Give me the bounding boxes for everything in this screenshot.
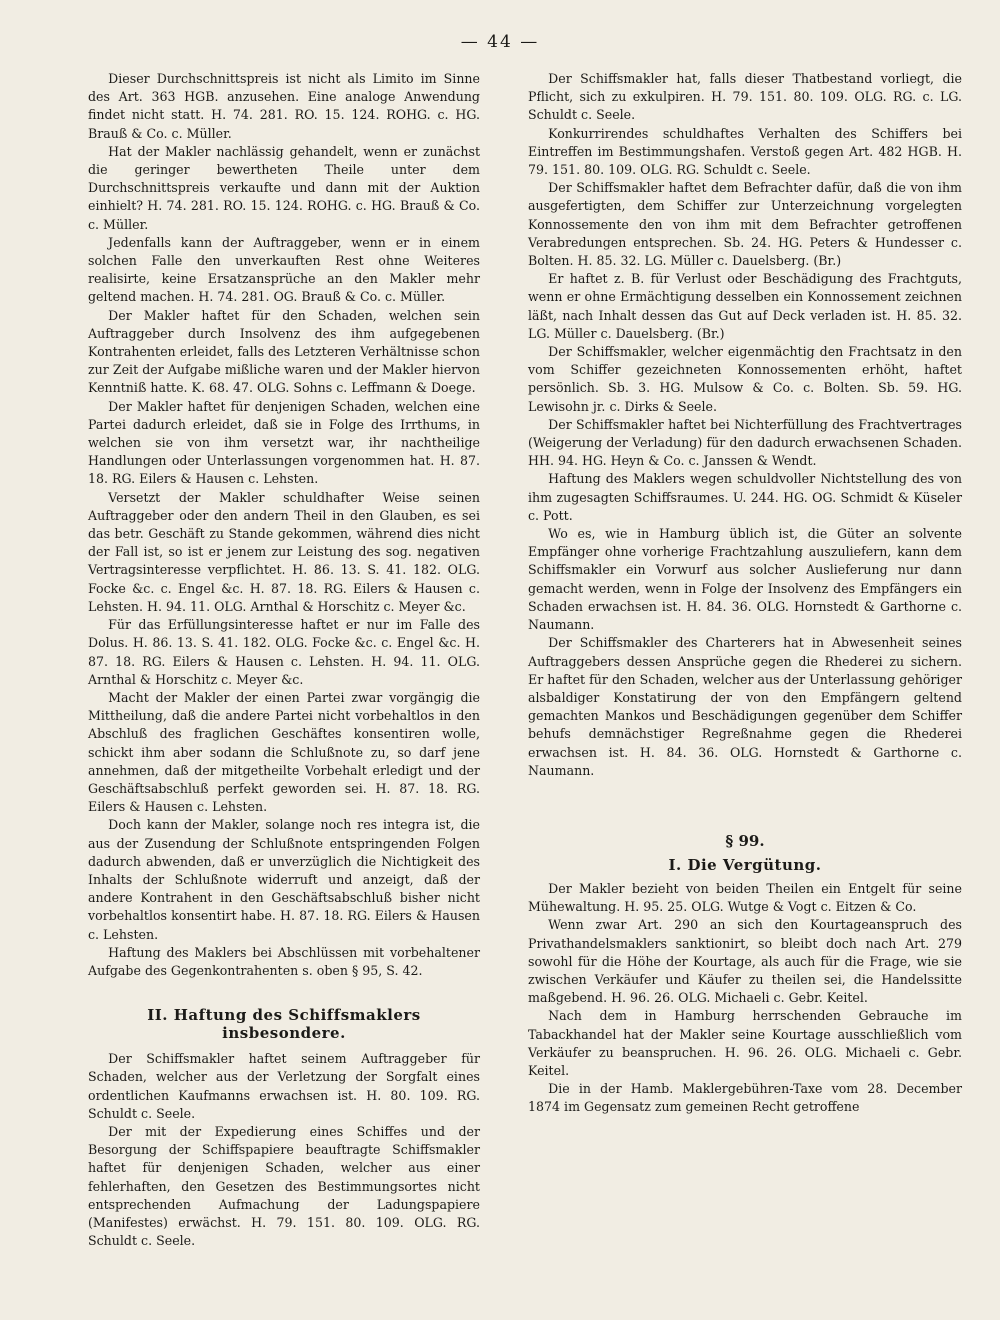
paragraph: Der Schiffsmakler des Charterers hat in Abwesenheit seines Auftraggebers dessen Ansprüche gegen die Rhederei zu sichern. Er haftet für den Schaden, welcher aus der Unterlassung gehöriger alsbaldiger Konstatirung der von den Empfängern geltend gemachten Mankos und Beschädigungen gegenüber dem Schiffer behufs demnächstiger Regreßnahme gegen die Rhederei erwachsen ist. H. 84. 36. OLG. Hornstedt & Garthorne c. Naumann. xyxy=(528,635,962,778)
right-column xyxy=(528,70,962,1117)
paragraph: Für das Erfüllungsinteresse haftet er nur im Falle des Dolus. H. 86. 13. S. 41. 182. OLG. Focke &c. c. Engel &c. H. 87. 18. RG. Eilers & Hausen c. Lehsten. H. 94. 11. OLG. Arnthal & Horschitz c. Meyer &c. xyxy=(88,617,480,687)
paragraph: Jedenfalls kann der Auftraggeber, wenn er in einem solchen Falle den unverkauften Rest ohne Weiteres realisirte, keine Ersatzansprüche an den Makler mehr geltend machen. H. 74. 281. OG. Brauß & Co. c. Müller. xyxy=(88,234,480,305)
paragraph: Doch kann der Makler, solange noch res integra ist, die aus der Zusendung der Schlußnote entspringenden Folgen dadurch abwenden, daß er unverzüglich die Nichtigkeit des Inhalts der Schlußnote widerruft und anzeigt, daß der andere Kontrahent in den Geschäftsabschluß bisher nicht vorbehaltlos konsentirt habe. H. 87. 18. RG. Eilers & Hausen c. Lehsten. xyxy=(88,817,480,942)
paragraph: Nach dem in Hamburg herrschenden Gebrauche im Tabackhandel hat der Makler seine Kourtage ausschließlich vom Verkäufer zu beanspruchen. H. 96. 26. OLG. Michaeli c. Gebr. Keitel. xyxy=(528,1008,962,1078)
paragraph: Dieser Durchschnittspreis ist nicht als Limito im Sinne des Art. 363 HGB. anzusehen. Eine analoge Anwendung findet nicht statt. H. 74. 281. RO. 15. 124. ROHG. c. HG. Brauß & Co. c. Müller. xyxy=(88,71,480,141)
paragraph: Der Makler haftet für den Schaden, welchen sein Auftraggeber durch Insolvenz des ihm aufgegebenen Kontrahenten erleidet, falls des Letzteren Verhältnisse schon zur Zeit der Aufgabe mißliche waren und der Makler hiervon Kenntniß hatte. K. 68. 47. OLG. Sohns c. Leffmann & Doege. xyxy=(88,307,480,396)
paragraph: Der mit der Expedierung eines Schiffes und der Besorgung der Schiffspapiere beauftragte Schiffsmakler haftet für denjenigen Schaden, welcher aus einer fehlerhaften, den Gesetzen des Bestimmungsortes nicht entsprechenden Aufmachung der Ladungspapiere (Manifestes) erwächst. H. 79. 151. 80. 109. OLG. RG. Schuldt c. Seele. xyxy=(88,1123,480,1249)
paragraph: Die in der Hamb. Maklergebühren-Taxe vom 28. December 1874 im Gegensatz zum gemeinen Recht getroffene xyxy=(528,1081,962,1115)
paragraph: Der Schiffsmakler haftet seinem Auftraggeber für Schaden, welcher aus der Verletzung der Sorgfalt eines ordentlichen Kaufmanns erwachsen ist. H. 80. 109. RG. Schuldt c. Seele. xyxy=(88,1051,480,1121)
section-number: § 99. xyxy=(725,831,765,850)
page-number: — 44 — xyxy=(460,32,540,52)
subsection-heading: I. Die Vergütung. xyxy=(668,855,822,874)
paragraph: Der Schiffsmakler haftet dem Befrachter dafür, daß die von ihm ausgefertigten, dem Schiffer zur Unterzeichnung vorgelegten Konnossemente den von ihm mit dem Befrachter getroffenen Verabredungen entsprechen. Sb. 24. HG. Peters & Hundesser c. Bolten. H. 85. 32. LG. Müller c. Dauelsberg. (Br.) xyxy=(528,180,962,269)
paragraph: Haftung des Maklers bei Abschlüssen mit vorbehaltener Aufgabe des Gegenkontrahenten s. oben § 95, S. 42. xyxy=(88,944,480,978)
paragraph: Der Schiffsmakler haftet bei Nichterfüllung des Frachtvertrages (Weigerung der Verladung) für den dadurch erwachsenen Schaden. HH. 94. HG. Heyn & Co. c. Janssen & Wendt. xyxy=(528,416,962,469)
paragraph: Der Makler bezieht von beiden Theilen ein Entgelt für seine Mühewaltung. H. 95. 25. OLG. Wutge & Vogt c. Eitzen & Co. xyxy=(528,880,962,915)
paragraph: Haftung des Maklers wegen schuldvoller Nichtstellung des von ihm zugesagten Schiffsraumes. U. 244. HG. OG. Schmidt & Küseler c. Pott. xyxy=(528,471,962,523)
paragraph: Macht der Makler der einen Partei zwar vorgängig die Mittheilung, daß die andere Partei nicht vorbehaltlos in den Abschluß des fraglichen Geschäftes konsentiren wolle, schickt ihm aber sodann die Schlußnote zu, so darf jene annehmen, daß der mitgetheilte Vorbehalt erledigt und der Geschäftsabschluß perfekt geworden sei. H. 87. 18. RG. Eilers & Hausen c. Lehsten. xyxy=(88,689,480,815)
left-column xyxy=(88,70,480,1250)
paragraph: Der Makler haftet für denjenigen Schaden, welchen eine Partei dadurch erleidet, daß sie in Folge des Irrthums, in welchen sie von ihm versetzt war, ihr nachtheilige Handlungen oder Unterlassungen vorgenommen hat. H. 87. 18. RG. Eilers & Hausen c. Lehsten. xyxy=(88,398,480,487)
section-heading: II. Haftung des Schiffsmaklers insbesondere. xyxy=(147,1006,421,1043)
paragraph: Wo es, wie in Hamburg üblich ist, die Güter an solvente Empfänger ohne vorherige Frachtzahlung auszuliefern, kann dem Schiffsmakler ein Vorwurf aus solcher Auslieferung nur dann gemacht werden, wenn in Folge der Insolvenz des Empfängers ein Schaden erwachsen ist. H. 84. 36. OLG. Hornstedt & Garthorne c. Naumann. xyxy=(528,526,962,633)
paragraph: Versetzt der Makler schuldhafter Weise seinen Auftraggeber oder den andern Theil in den Glauben, es sei das betr. Geschäft zu Stande gekommen, während dies nicht der Fall ist, so ist er jenem zur Leistung des sog. negativen Vertragsinteresse verpflichtet. H. 86. 13. S. 41. 182. OLG. Focke &c. c. Engel &c. H. 87. 18. RG. Eilers & Hausen c. Lehsten. H. 94. 11. OLG. Arnthal & Horschitz c. Meyer &c. xyxy=(88,489,480,614)
paragraph: Wenn zwar Art. 290 an sich den Kourtageanspruch des Privathandelsmaklers sanktionirt, so bleibt doch nach Art. 279 sowohl für die Höhe der Kourtage, als auch für die Frage, wie sie zwischen Verkäufer und Käufer zu theilen sei, die Handelssitte maßgebend. H. 96. 26. OLG. Michaeli c. Gebr. Keitel. xyxy=(528,917,962,1006)
paragraph: Der Schiffsmakler hat, falls dieser Thatbestand vorliegt, die Pflicht, sich zu exkulpiren. H. 79. 151. 80. 109. OLG. RG. c. LG. Schuldt c. Seele. xyxy=(528,71,962,123)
paragraph: Konkurrirendes schuldhaftes Verhalten des Schiffers bei Eintreffen im Bestimmungshafen. Verstoß gegen Art. 482 HGB. H. 79. 151. 80. 109. OLG. RG. Schuldt c. Seele. xyxy=(528,125,962,178)
paragraph: Der Schiffsmakler, welcher eigenmächtig den Frachtsatz in den vom Schiffer gezeichneten Konnossementen erhöht, haftet persönlich. Sb. 3. HG. Mulsow & Co. c. Bolten. Sb. 59. HG. Lewisohn jr. c. Dirks & Seele. xyxy=(528,344,962,414)
paragraph: Er haftet z. B. für Verlust oder Beschädigung des Frachtguts, wenn er ohne Ermächtigung desselben ein Konnossement zeichnen läßt, nach Inhalt dessen das Gut auf Deck verladen ist. H. 85. 32. LG. Müller c. Dauelsberg. (Br.) xyxy=(528,271,962,341)
paragraph: Hat der Makler nachlässig gehandelt, wenn er zunächst die geringer bewertheten Theile unter dem Durchschnittspreis verkaufte und dann mit der Auktion einhielt? H. 74. 281. RO. 15. 124. ROHG. c. HG. Brauß & Co. c. Müller. xyxy=(88,143,480,232)
